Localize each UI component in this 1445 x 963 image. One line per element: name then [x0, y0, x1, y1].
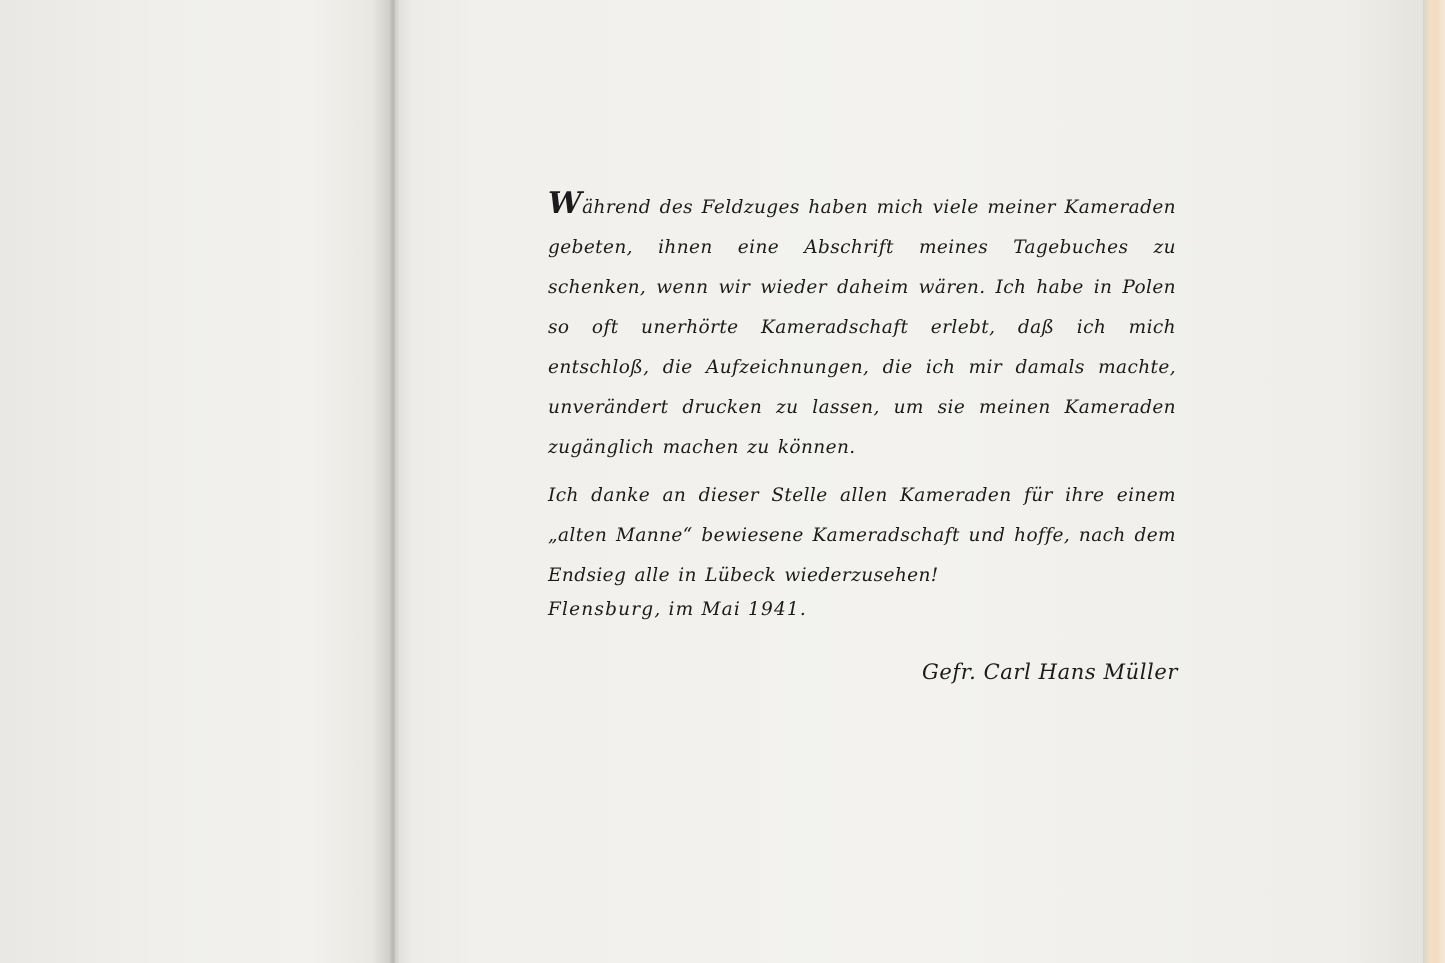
paragraph-2-text: Ich danke an dieser Stelle allen Kameraden für ihre einem „alten Manne“ bewiesene Kameradschaft und hoffe, nach dem Endsieg alle in Lübeck wiederzusehen! [548, 485, 1176, 586]
drop-cap: W [548, 186, 583, 221]
place-date: Flensburg, im Mai 1941. [548, 599, 807, 620]
body-text [548, 188, 1176, 604]
signature: Gefr. Carl Hans Müller [921, 660, 1178, 684]
paragraph-1-text: ährend des Feldzuges haben mich viele meiner Kameraden gebeten, ihnen eine Abschrift meines Tagebuches zu schenken, wenn wir wieder daheim wären. Ich habe in Polen so oft unerhörte Kameradschaft erlebt, daß ich mich entschloß, die Aufzeichnungen, die ich mir damals machte, unverändert drucken zu lassen, um sie meinen Kameraden zugänglich machen zu können. [548, 197, 1176, 458]
page-edge [1423, 0, 1445, 963]
paragraph-1 [548, 188, 1176, 468]
left-page [0, 0, 390, 963]
book-gutter [372, 0, 412, 963]
paragraph-2 [548, 476, 1176, 596]
